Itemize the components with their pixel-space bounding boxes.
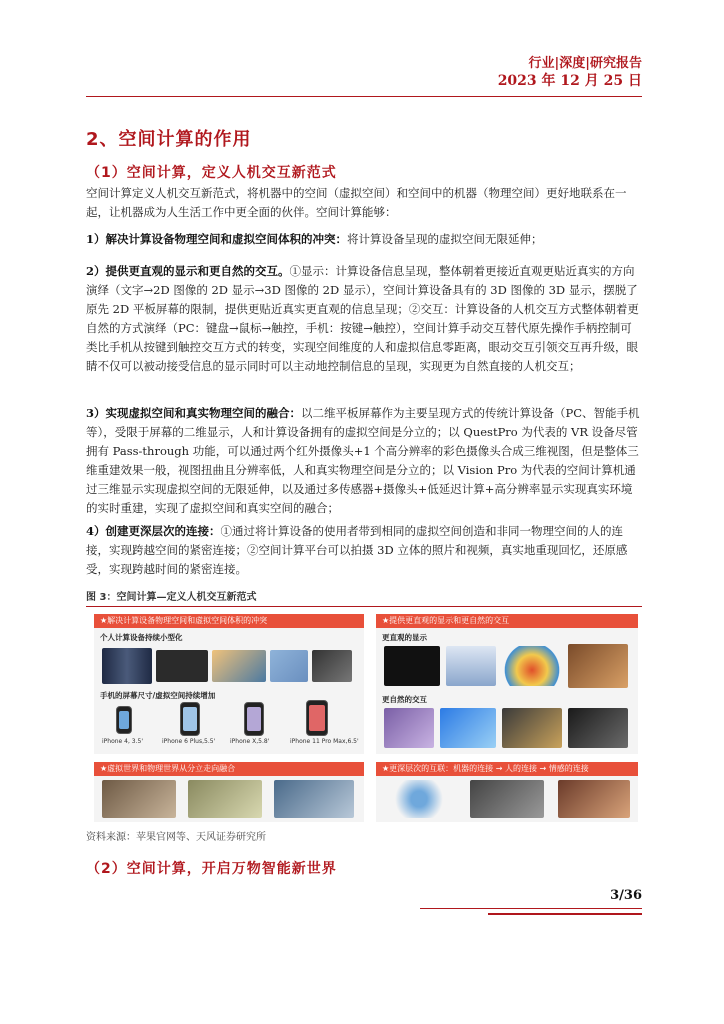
laptop-image — [212, 650, 266, 682]
iphone4-image — [116, 706, 132, 734]
intro-paragraph: 空间计算定义人机交互新范式，将机器中的空间（虚拟空间）和空间中的机器（物理空间）更好地联系在一起，让机器成为人生活工作中更全面的伙伴。空间计算能够： — [86, 186, 627, 219]
panel-connection-title: ★更深层次的互联：机器的连接 → 人的连接 → 情感的连接 — [376, 762, 638, 776]
pc-user-image — [102, 780, 176, 818]
sublabel-display: 更直观的显示 — [382, 633, 427, 642]
panel-display-title: ★提供更直观的显示和更自然的交互 — [376, 614, 638, 628]
vr-user-image — [188, 780, 262, 818]
3d-hologram-image — [568, 644, 628, 688]
vr-controller-image — [502, 708, 562, 748]
point-4-lead: 4）创建更深层次的连接： — [86, 524, 221, 538]
point-1-lead: 1）解决计算设备物理空间和虚拟空间体积的冲突： — [86, 232, 347, 246]
point-3-lead: 3）实现虚拟空间和真实物理空间的融合： — [86, 406, 301, 420]
sublabel-screen-size: 手机的屏幕尺寸/虚拟空间持续增加 — [100, 691, 216, 700]
phone-label-2: iPhone 6 Plus,5.5' — [162, 738, 216, 745]
gui-window-image — [446, 646, 496, 686]
subsection-title-2: （2）空间计算，开启万物智能新世界 — [86, 861, 337, 877]
header-report-type: 行业|深度|研究报告 — [528, 56, 642, 71]
server-room-image — [102, 648, 152, 684]
figure-rule — [86, 606, 642, 607]
footer-rule-thin — [420, 908, 642, 909]
footer-rule-thick — [488, 913, 642, 915]
point-4-text: ①通过将计算设备的使用者带到相同的虚拟空间创造和非同一物理空间的人的连接，实现跨越空间的紧密连接；②空间计算平台可以拍摄 3D 立体的照片和视频，真实地重现回忆，还原感受，实现跨越时间的紧密连接。 — [86, 524, 628, 576]
point-3-text: 以二维平板屏幕作为主要呈现方式的传统计算设备（PC、智能手机等），受限于屏幕的二维显示，人和计算设备拥有的虚拟空间是分立的；以 QuestPro 为代表的 VR 设备尽管拥有 Pass-through 功能，可以通过两个红外摄像头+1 个高分辨率的彩色摄像头合成三维视图，但是整体三维重建效果一般，视图扭曲且分辨率低，人和真实物理空间是分立的；以 Vision Pro 为代表的空间计算机通过三维显示实现虚拟空间的无限延伸，以及通过多传感器+摄像头+低延迟计算+高分辨率显示实现真实环境的实时重建，实现了虚拟空间和真实空间的融合； — [86, 406, 640, 515]
panel-devices — [94, 614, 364, 754]
people-connection-image — [470, 780, 544, 818]
terminal-screen-image — [384, 646, 440, 686]
3d-surface-image — [502, 646, 562, 686]
point-1-text: 将计算设备呈现的虚拟空间无限延伸； — [347, 232, 543, 246]
tablet-image — [270, 650, 308, 682]
point-3 — [86, 404, 642, 518]
iphone11promax-image — [306, 700, 328, 736]
iphone6plus-image — [180, 702, 200, 736]
vision-pro-image — [568, 708, 628, 748]
figure-source: 资料来源：苹果官网等、天风证券研究所 — [86, 832, 266, 843]
subsection-title-1: （1）空间计算，定义人机交互新范式 — [86, 165, 337, 181]
touch-phone-image — [440, 708, 496, 748]
panel-connection — [376, 762, 638, 822]
header-rule — [86, 96, 642, 97]
phone-label-1: iPhone 4, 3.5' — [102, 738, 143, 745]
panel-fusion-title: ★虚拟世界和物理世界从分立走向融合 — [94, 762, 364, 776]
phone-label-4: iPhone 11 Pro Max,6.5' — [290, 738, 359, 745]
panel-fusion — [94, 762, 364, 822]
panel-display-interaction — [376, 614, 638, 754]
page-number: 3/36 — [610, 888, 642, 903]
sublabel-miniaturize: 个人计算设备持续小型化 — [100, 633, 183, 642]
network-diagram-image — [384, 780, 454, 818]
figure-3 — [86, 588, 642, 826]
section-title: 2、空间计算的作用 — [86, 129, 252, 150]
figure-caption: 图 3：空间计算—定义人机交互新范式 — [86, 592, 257, 603]
sublabel-interaction: 更自然的交互 — [382, 695, 427, 704]
point-1 — [86, 230, 642, 249]
point-2-text: ①显示：计算设备信息呈现，整体朝着更接近直观更贴近真实的方向演绎（文字→2D 图像的 2D 显示→3D 图像的 2D 显示），空间计算设备具有的 3D 图像的 3D 显示，摆脱了原先 2D 平板屏幕的限制，提供更贴近真实更直观的信息呈现；②交互：计算设备的人机交互方式整体朝着更自然的方式演绎（PC：键盘→鼠标→触控，手机：按键→触控），空间计算手动交互替代原先操作手柄控制可类比手机从按键到触控交互方式的转变，实现空间维度的人和虚拟信息零距离，眼动交互引领交互再升级，眼睛不仅可以被动接受信息的显示同时可以主动地控制信息的呈现，实现更为自然直接的人机交互； — [86, 264, 639, 373]
desktop-pc-image — [156, 650, 208, 682]
emotion-connection-image — [558, 780, 630, 818]
keypad-phone-image — [384, 708, 434, 748]
point-2-lead: 2）提供更直观的显示和更自然的交互。 — [86, 264, 290, 278]
point-4 — [86, 522, 642, 579]
point-2 — [86, 262, 642, 376]
phone-label-3: iPhone X,5.8' — [230, 738, 270, 745]
iphonex-image — [244, 702, 264, 736]
phone-image — [312, 650, 352, 682]
spatial-computing-user-image — [274, 780, 354, 818]
panel-devices-title: ★解决计算设备物理空间和虚拟空间体积的冲突 — [94, 614, 364, 628]
header-date: 2023 年 12 月 25 日 — [497, 73, 642, 89]
